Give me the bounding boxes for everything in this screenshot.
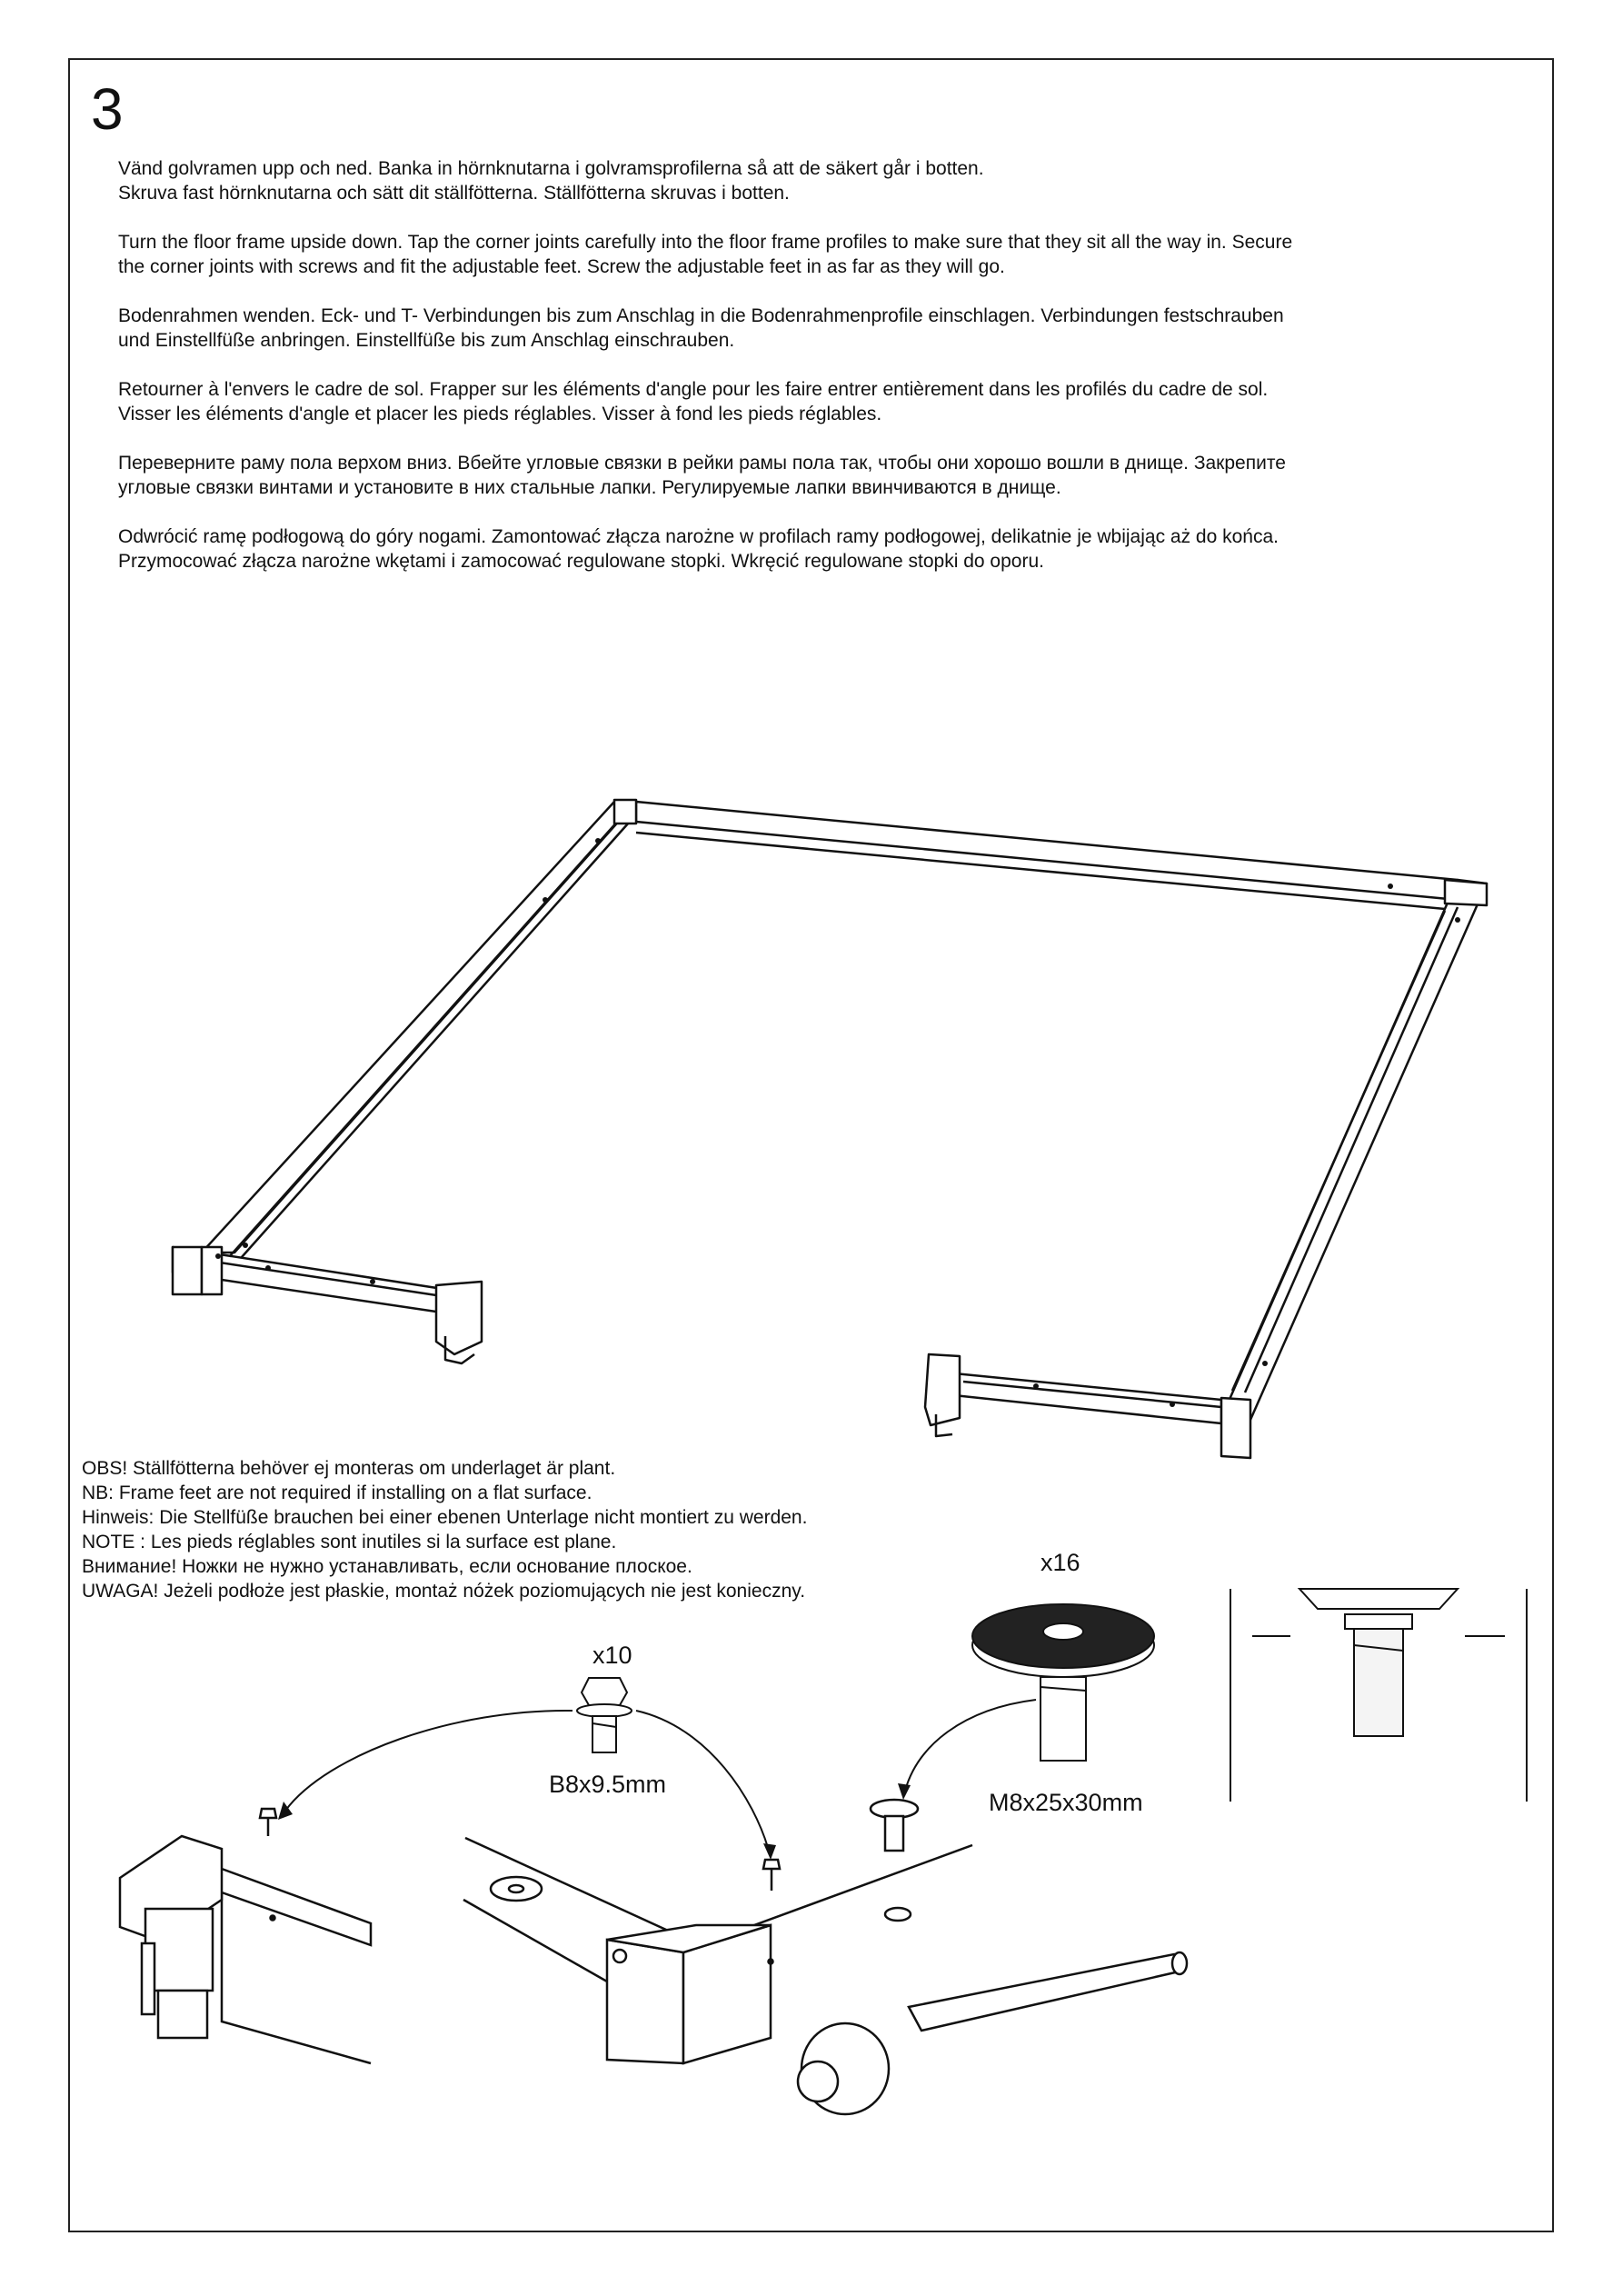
instruction-line: und Einstellfüße anbringen. Einstellfüße bis zum Anschlag einschrauben. <box>118 330 735 351</box>
screw-icon <box>577 1678 632 1752</box>
instruction-line: Turn the floor frame upside down. Tap the corner joints carefully into the floor frame profiles to make sure that they sit all the way in. Secure <box>118 232 1293 253</box>
note-line: NOTE : Les pieds réglables sont inutiles si la surface est plane. <box>82 1532 617 1552</box>
instruction-line: Переверните раму пола верхом вниз. Вбейте угловые связки в рейки рамы пола так, чтобы они хорошо вошли в днище. Закрепите <box>118 453 1286 474</box>
note-line: NB: Frame feet are not required if installing on a flat surface. <box>82 1482 592 1503</box>
instruction-line: Retourner à l'envers le cadre de sol. Frapper sur les éléments d'angle pour les faire entrer entièrement dans les profilés du cadre de sol. <box>118 379 1269 400</box>
foot-quantity: x16 <box>1041 1549 1080 1576</box>
instruction-line: Bodenrahmen wenden. Eck- und T- Verbindungen bis zum Anschlag in die Bodenrahmenprofile einschlagen. Verbindungen festschrauben <box>118 305 1284 326</box>
screw-quantity: x10 <box>592 1642 632 1669</box>
note-line: Внимание! Ножки не нужно устанавливать, если основание плоское. <box>82 1556 692 1577</box>
note-line: UWAGA! Jeżeli podłoże jest płaskie, montaż nóżek poziomujących nie jest konieczny. <box>82 1581 806 1602</box>
corner-joint-detail <box>120 1809 371 2063</box>
instruction-line: the corner joints with screws and fit the adjustable feet. Screw the adjustable feet in as far as they will go. <box>118 256 1005 277</box>
floor-frame-corner-detail <box>463 1800 972 2063</box>
profile-cross-section <box>1230 1589 1527 1802</box>
mallet-icon <box>798 1952 1187 2114</box>
instruction-line: Przymocować złącza narożne wkętami i zamocować regulowane stopki. Wkręcić regulowane stopki do oporu. <box>118 551 1044 572</box>
instruction-line: угловые связки винтами и установите в них стальные лапки. Регулируемые лапки ввинчиваются в днище. <box>118 477 1061 498</box>
foot-size: M8x25x30mm <box>989 1789 1143 1816</box>
screw-size: B8x9.5mm <box>549 1771 667 1798</box>
note-line: Hinweis: Die Stellfüße brauchen bei einer ebenen Unterlage nicht montiert zu werden. <box>82 1507 808 1528</box>
note-line: OBS! Ställfötterna behöver ej monteras om underlaget är plant. <box>82 1458 616 1479</box>
instruction-line: Visser les éléments d'angle et placer les pieds réglables. Visser à fond les pieds réglables. <box>118 404 882 424</box>
instruction-line: Odwrócić ramę podłogową do góry nogami. Zamontować złącza narożne w profilach ramy podłogowej, delikatnie je wbijając aż do końca. <box>118 526 1279 547</box>
adjustable-foot-icon <box>972 1604 1154 1761</box>
instruction-line: Vänd golvramen upp och ned. Banka in hörnknutarna i golvramsprofilerna så att de säkert går i botten. <box>118 158 984 179</box>
step-number: 3 <box>91 76 124 142</box>
instruction-line: Skruva fast hörnknutarna och sätt dit ställfötterna. Ställfötterna skruvas i botten. <box>118 183 790 204</box>
